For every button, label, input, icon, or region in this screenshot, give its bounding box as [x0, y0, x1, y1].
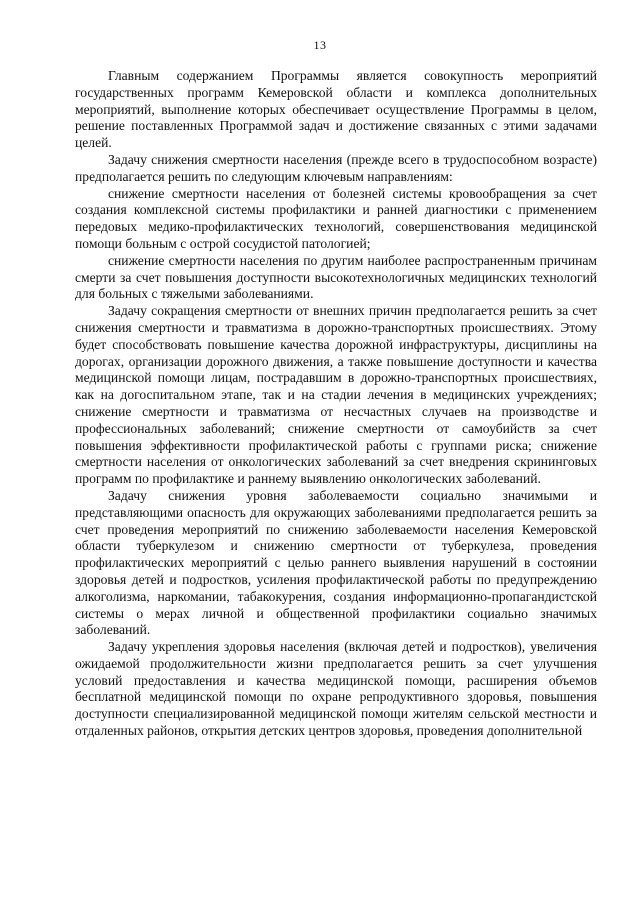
paragraph-main-content: Главным содержанием Программы является совокупность мероприятий государственных программ Кемеровской области и комплекса дополнительных мероприятий, выполнение которых обеспечивает осуществление Программы в целом, решение поставленных Программой задач и достижение связанных с этими задачами целей. [75, 68, 597, 151]
paragraph-circulatory-diseases: снижение смертности населения от болезней системы кровообращения за счет создания комплексной системы профилактики и ранней диагностики с применением передовых медико-профилактических технологий, совершенствования медицинской помощи больным с острой сосудистой патологией; [75, 185, 597, 251]
document-body [75, 68, 597, 740]
paragraph-health-strengthening: Задачу укрепления здоровья населения (включая детей и подростков), увеличения ожидаемой продолжительности жизни предполагается решить за счет улучшения условий предоставления и качества медицинской помощи, расширения объемов бесплатной медицинской помощи по охране репродуктивного здоровья, повышения доступности специализированной медицинской помощи жителям сельской местности и отдаленных районов, открытия детских центров здоровья, проведения дополнительной [75, 639, 597, 739]
paragraph-external-causes: Задачу сокращения смертности от внешних причин предполагается решить за счет снижения смертности и травматизма в дорожно-транспортных происшествиях. Этому будет способствовать повышение качества дорожной инфраструктуры, дисциплины на дорогах, организации дорожного движения, а также повышение доступности и качества медицинской помощи лицам, пострадавшим в дорожно-транспортных происшествиях, как на догоспитальном этапе, так и на стадии лечения в медицинских учреждениях; снижение смертности и травматизма от несчастных случаев на производстве и профессиональных заболеваний; снижение смертности от самоубийств за счет повышения эффективности профилактической работы с группами риска; снижение смертности населения от онкологических заболеваний за счет внедрения скрининговых программ по профилактике и раннему выявлению онкологических заболеваний. [75, 303, 597, 487]
paragraph-mortality-task: Задачу снижения смертности населения (прежде всего в трудоспособном возрасте) предполагается решить по следующим ключевым направлениям: [75, 151, 597, 184]
page-number: 13 [313, 38, 327, 52]
paragraph-socially-significant-diseases: Задачу снижения уровня заболеваемости социально значимыми и представляющими опасность для окружающих заболеваниями предполагается решить за счет проведения мероприятий по снижению заболеваемости населения Кемеровской области туберкулезом и снижению смертности от туберкулеза, проведения профилактических мероприятий с целью раннего выявления нарушений в состоянии здоровья детей и подростков, усиления профилактической работы по предупреждению алкоголизма, наркомании, табакокурения, создания информационно-пропагандистской системы о мерах личной и общественной профилактики социально значимых заболеваний. [75, 487, 597, 638]
paragraph-other-causes: снижение смертности населения по другим наиболее распространенным причинам смерти за счет повышения доступности высокотехнологичных медицинских технологий для больных с тяжелыми заболеваниями. [75, 252, 597, 302]
